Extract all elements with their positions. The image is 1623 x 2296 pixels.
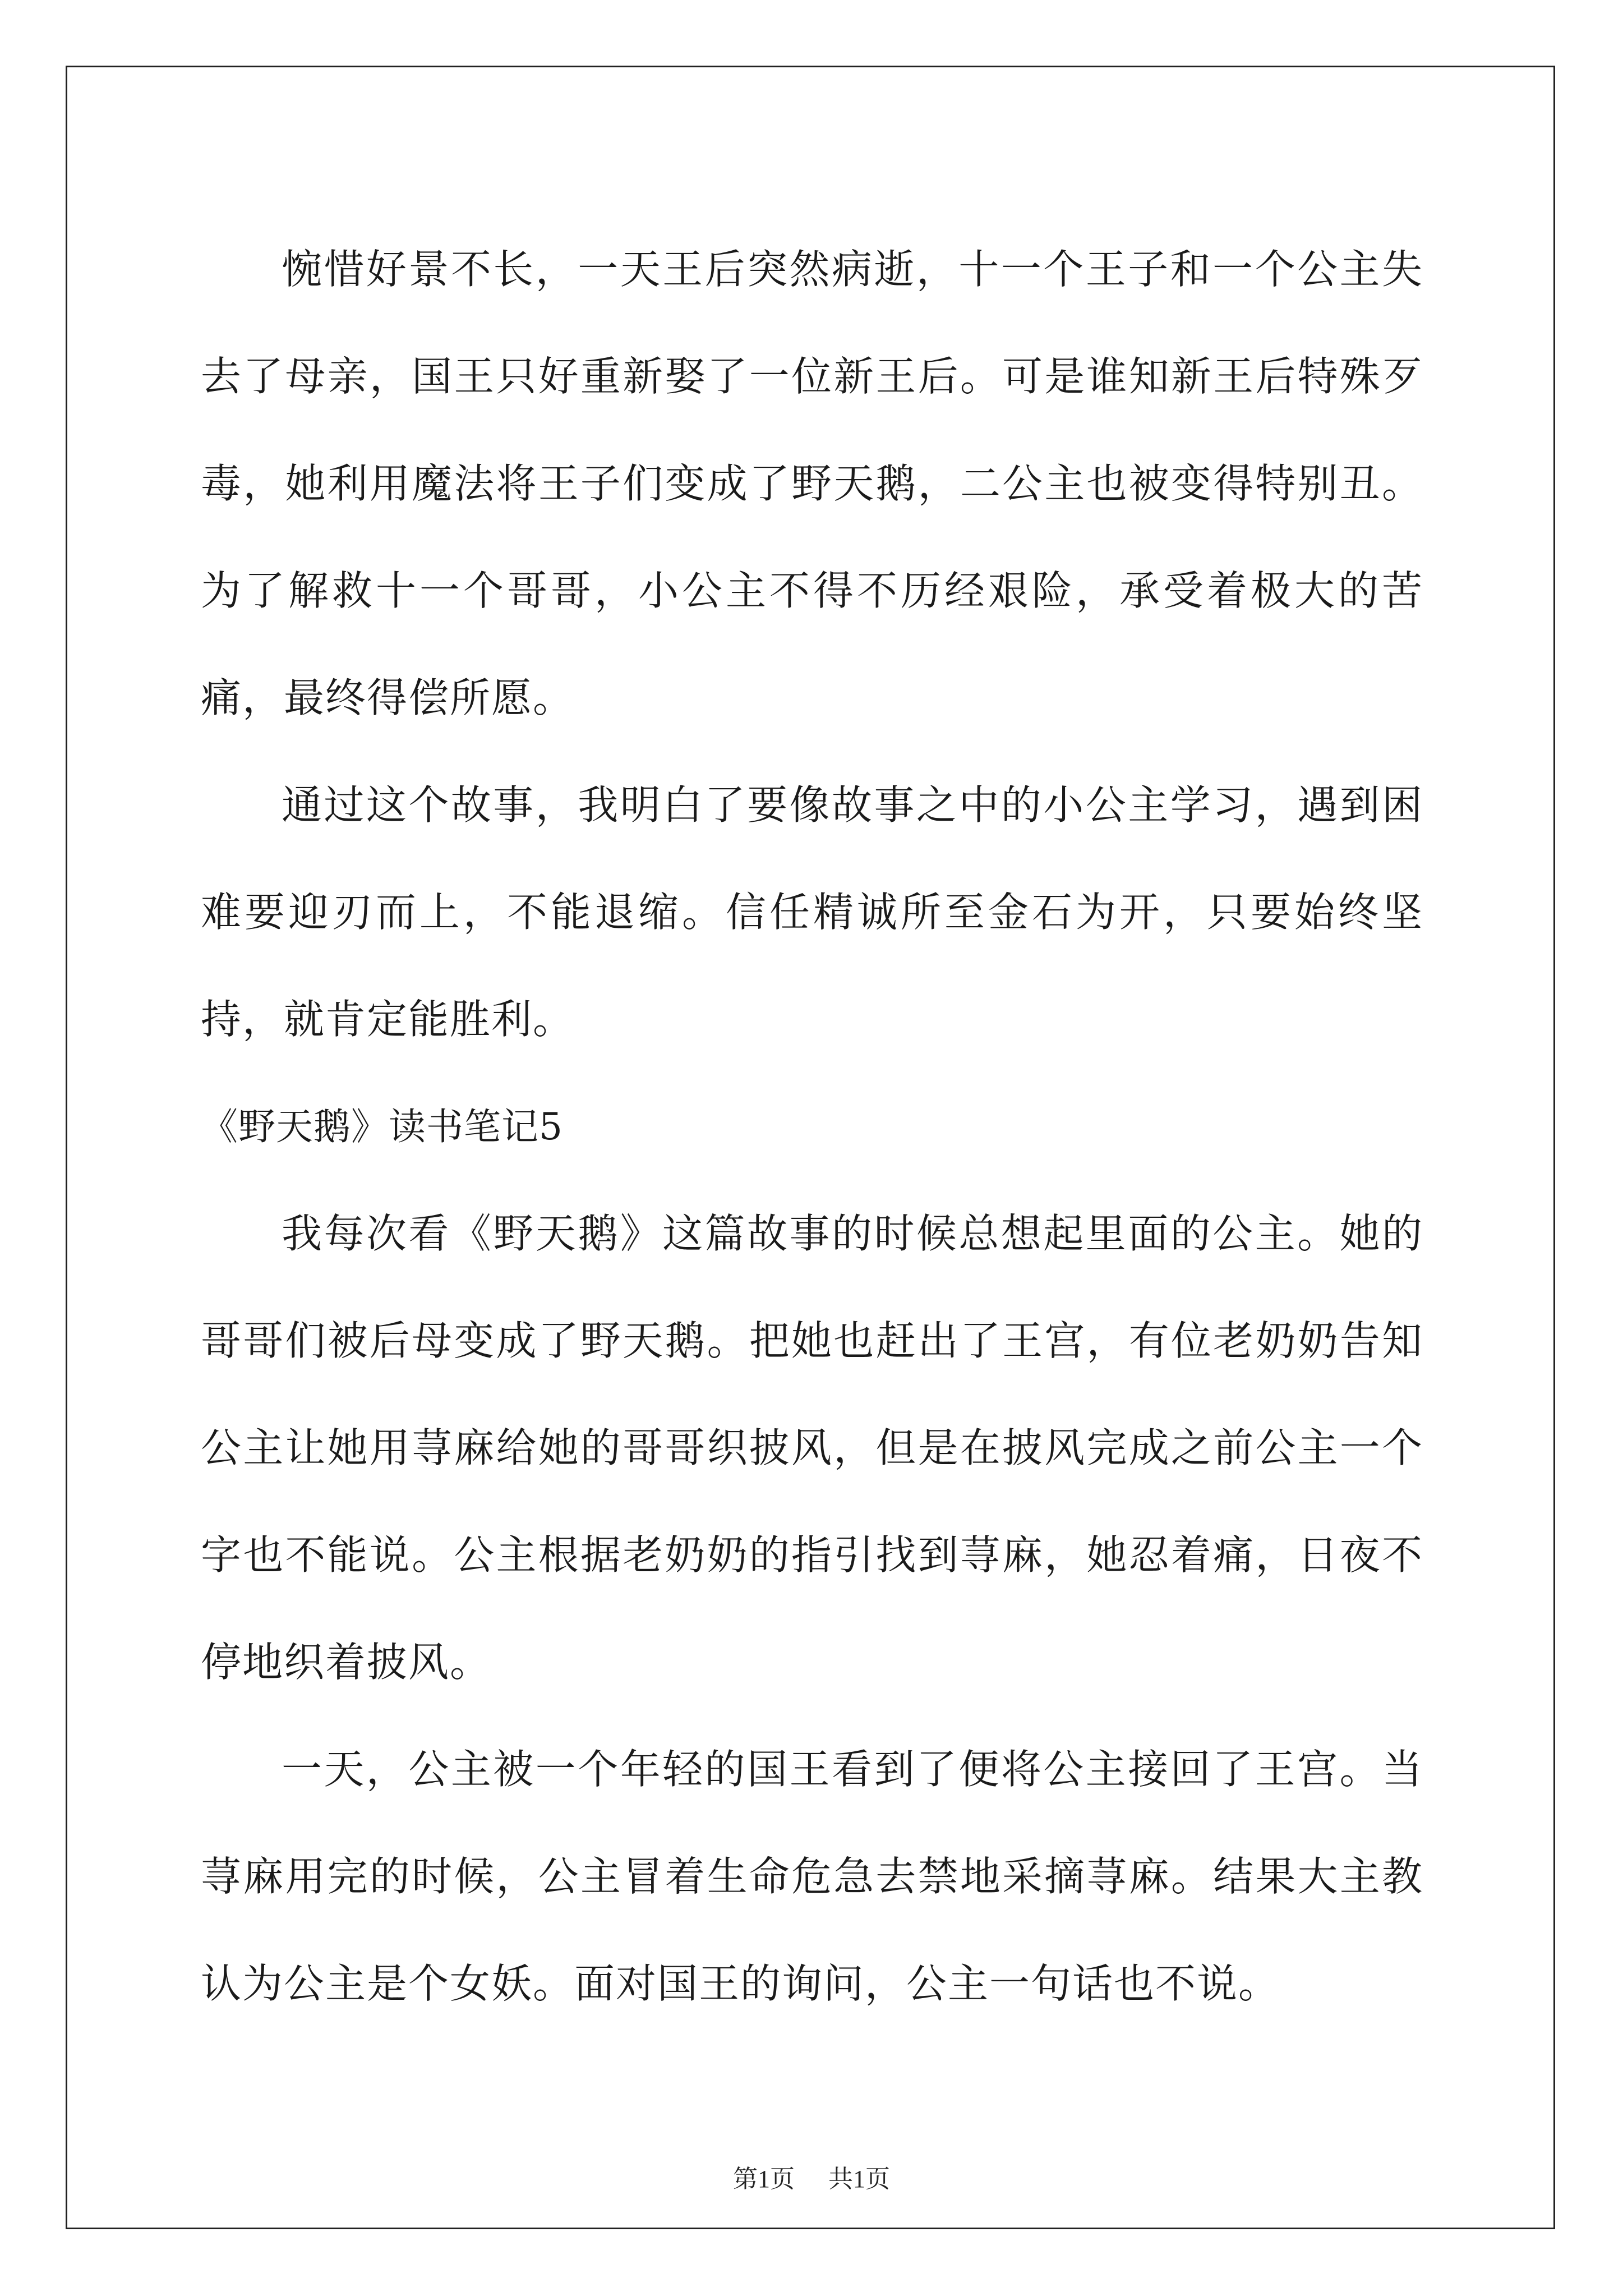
page-footer — [0, 2162, 1623, 2196]
paragraph-reflection: 通过这个故事，我明白了要像故事之中的小公主学习，遇到困难要迎刃而上，不能退缩。信任精诚所至金石为开，只要始终坚持，就肯定能胜利。 — [201, 781, 1423, 1043]
page-number: 第1页 — [733, 2165, 795, 2193]
paragraph-story-summary: 惋惜好景不长，一天王后突然病逝，十一个王子和一个公主失去了母亲，国王只好重新娶了一位新王后。可是谁知新王后特殊歹毒，她利用魔法将王子们变成了野天鹅，二公主也被变得特别丑。为了解救十一个哥哥，小公主不得不历经艰险，承受着极大的苦痛，最终得偿所愿。 — [201, 246, 1423, 721]
page-total: 共1页 — [828, 2165, 890, 2193]
document-body — [201, 216, 1423, 2037]
paragraph-princess-story: 我每次看《野天鹅》这篇故事的时候总想起里面的公主。她的哥哥们被后母变成了野天鹅。把她也赶出了王宫，有位老奶奶告知公主让她用荨麻给她的哥哥织披风，但是在披风完成之前公主一个字也不能说。公主根据老奶奶的指引找到荨麻，她忍着痛，日夜不停地织着披风。 — [201, 1210, 1423, 1686]
section-heading: 《野天鹅》读书笔记5 — [201, 1105, 563, 1148]
paragraph-king-story: 一天，公主被一个年轻的国王看到了便将公主接回了王宫。当荨麻用完的时候，公主冒着生命危急去禁地采摘荨麻。结果大主教认为公主是个女妖。面对国王的询问，公主一句话也不说。 — [201, 1746, 1423, 2007]
